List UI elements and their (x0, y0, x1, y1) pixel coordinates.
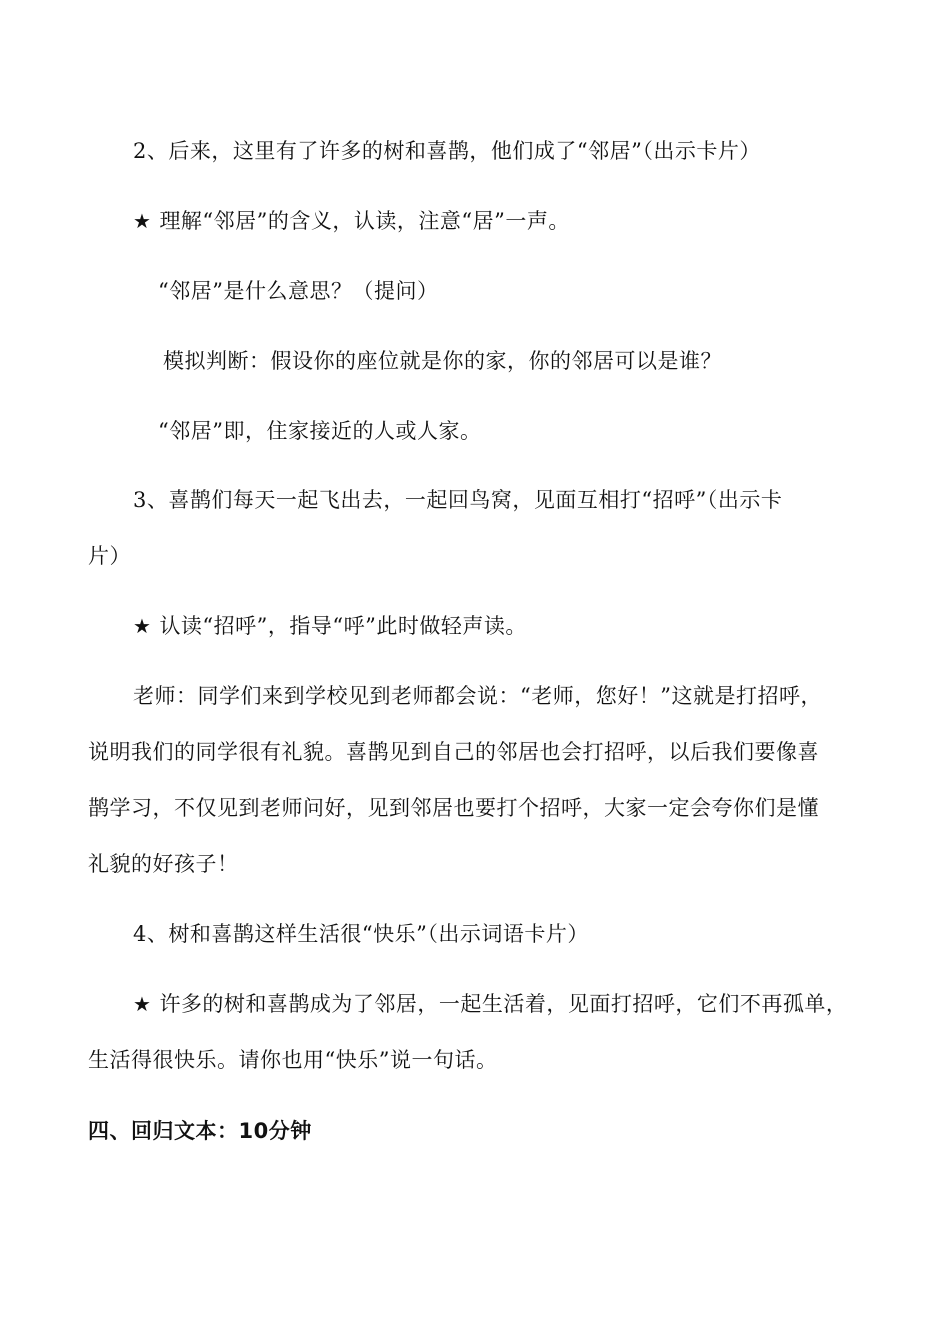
star-icon: ★ (133, 209, 152, 233)
paragraph-line: 老师：同学们来到学校见到老师都会说：“老师，您好！”这就是打招呼， (133, 684, 822, 708)
paragraph-line: 礼貌的好孩子！ (88, 852, 239, 876)
bullet-text: 许多的树和喜鹊成为了邻居，一起生活着，见面打招呼，它们不再孤单， (159, 992, 848, 1016)
bullet-line (133, 989, 847, 1019)
star-icon: ★ (133, 992, 152, 1016)
paragraph-line: 2、后来，这里有了许多的树和喜鹊，他们成了“邻居”（出示卡片） (133, 139, 761, 163)
paragraph-line: 说明我们的同学很有礼貌。喜鹊见到自己的邻居也会打招呼，以后我们要像喜 (88, 740, 819, 764)
paragraph-line: “邻居”即，住家接近的人或人家。 (158, 419, 482, 443)
star-icon: ★ (133, 614, 152, 638)
paragraph-line: 3、喜鹊们每天一起飞出去，一起回鸟窝，见面互相打“招呼”（出示卡 (133, 488, 783, 512)
bullet-text: 认读“招呼”，指导“呼”此时做轻声读。 (159, 614, 527, 638)
bullet-text: 理解“邻居”的含义，认读，注意“居”一声。 (159, 209, 570, 233)
bullet-line (133, 206, 570, 236)
paragraph-line: 鹊学习，不仅见到老师问好，见到邻居也要打个招呼，大家一定会夸你们是懂 (88, 796, 819, 820)
paragraph-line: 模拟判断：假设你的座位就是你的家，你的邻居可以是谁？ (163, 349, 722, 373)
paragraph-line: 生活得很快乐。请你也用“快乐”说一句话。 (88, 1048, 498, 1072)
bullet-line (133, 611, 527, 641)
paragraph-line: 4、树和喜鹊这样生活很“快乐”（出示词语卡片） (133, 922, 589, 946)
paragraph-line: “邻居”是什么意思？（提问） (158, 279, 439, 303)
section-heading: 四、回归文本：10分钟 (88, 1119, 312, 1143)
paragraph-line: 片） (88, 544, 131, 568)
